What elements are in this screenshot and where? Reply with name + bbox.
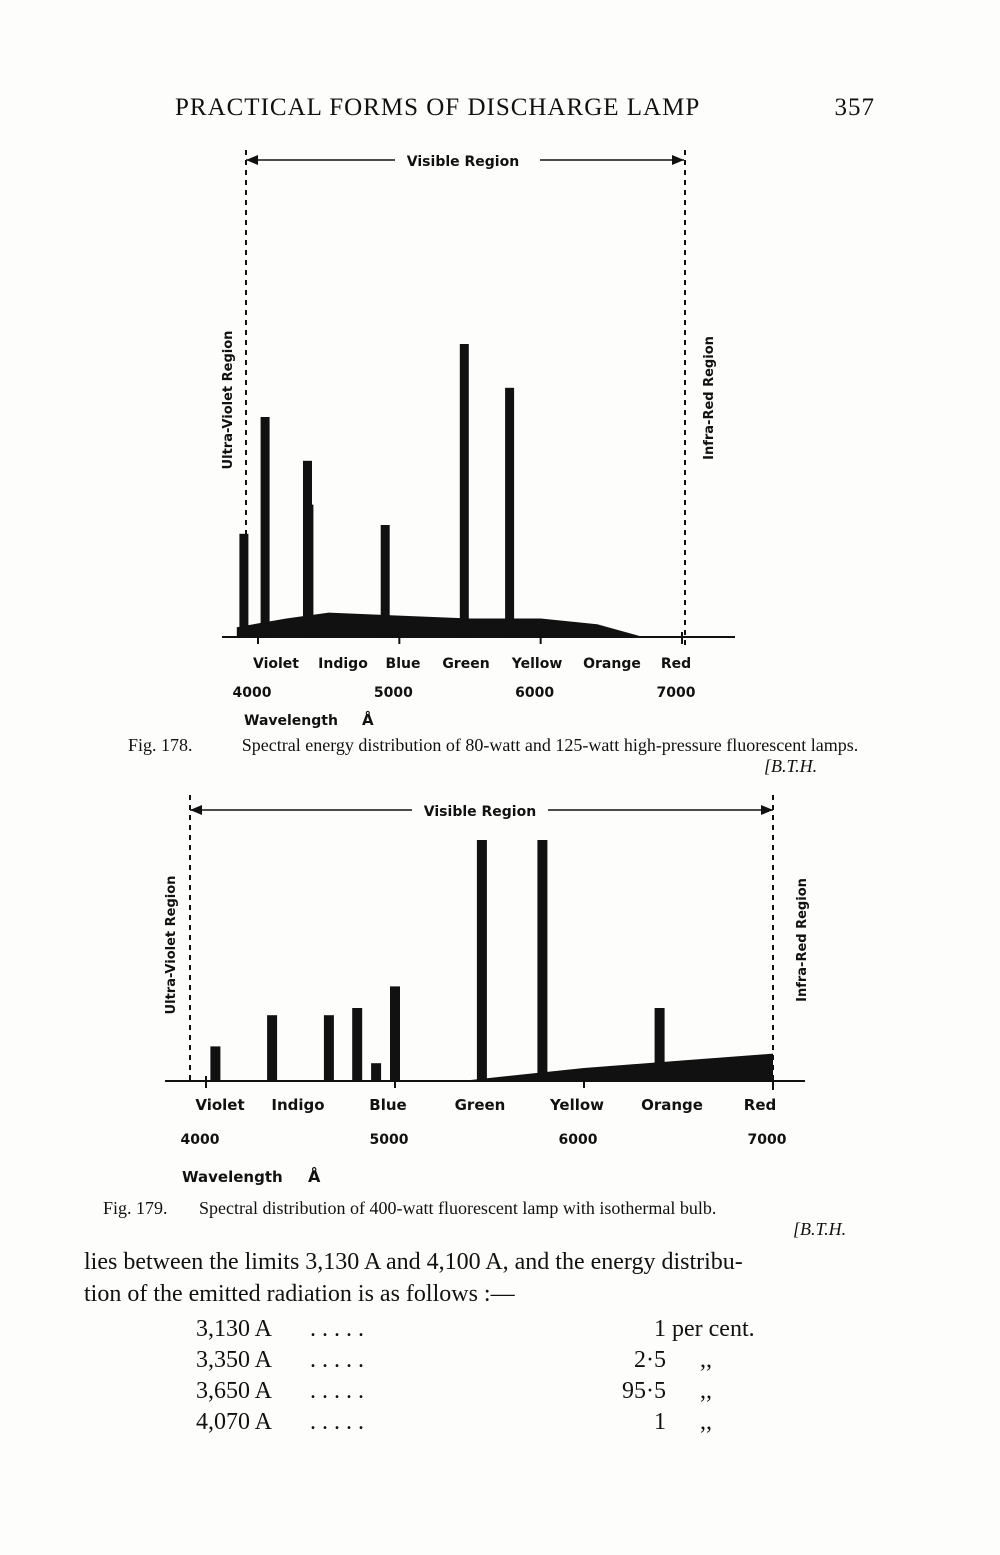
caption-body: Spectral distribution of 400-watt fluorescent lamp with isothermal bulb. — [199, 1198, 717, 1218]
wavelength-unit: Å — [362, 711, 374, 729]
spectral-line-bar — [460, 344, 469, 636]
row-value: 95·5 — [622, 1378, 666, 1404]
page-number: 357 — [834, 94, 875, 121]
row-unit: ,, — [700, 1378, 712, 1404]
x-tick-label: 7000 — [747, 1132, 787, 1148]
row-leader-dots: . . . . . — [310, 1409, 364, 1435]
spectral-line-bar — [267, 1015, 277, 1080]
spectral-line-bar — [261, 417, 270, 636]
row-unit: ,, — [700, 1347, 712, 1373]
spectral-line-bar — [239, 534, 248, 636]
visible-region-label: Visible Region — [406, 154, 520, 170]
paragraph-line-2: tion of the emitted radiation is as follows :— — [84, 1281, 515, 1307]
x-tick-label: 5000 — [373, 685, 413, 701]
row-value: 2·5 — [634, 1347, 666, 1373]
visible-region-label: Visible Region — [423, 804, 537, 820]
spectral-line-bar — [477, 840, 487, 1080]
spectral-line-bar — [537, 840, 547, 1080]
arrowhead-left — [190, 805, 202, 815]
ir-region-label: Infra-Red Region — [795, 878, 810, 1002]
table-row — [0, 1347, 1000, 1377]
x-tick-label: 6000 — [558, 1132, 598, 1148]
color-band-label: Green — [442, 656, 490, 672]
row-wavelength: 3,130 A — [196, 1316, 273, 1342]
running-head-title: PRACTICAL FORMS OF DISCHARGE LAMP — [175, 94, 701, 121]
color-band-label: Violet — [195, 1096, 245, 1114]
wavelength-unit: Å — [308, 1167, 321, 1186]
color-band-label: Green — [454, 1096, 506, 1114]
table-row — [0, 1316, 1000, 1346]
color-band-label: Yellow — [549, 1096, 605, 1114]
row-value: 1 — [654, 1316, 666, 1342]
caption-body: Spectral energy distribution of 80-watt and 125-watt high-pressure fluorescent lamps. — [241, 735, 859, 755]
spectral-line-bar — [371, 1063, 381, 1080]
caption-credit: [B.T.H. — [793, 1219, 847, 1239]
row-leader-dots: . . . . . — [310, 1316, 364, 1342]
arrowhead-right — [761, 805, 773, 815]
row-wavelength: 4,070 A — [196, 1409, 273, 1435]
row-wavelength: 3,650 A — [196, 1378, 273, 1404]
uv-region-label: Ultra-Violet Region — [221, 330, 236, 470]
spectral-line-bar — [390, 986, 400, 1080]
wavelength-label: Wavelength — [182, 1168, 283, 1186]
running-head — [175, 94, 875, 124]
color-band-label: Blue — [385, 656, 421, 672]
x-tick-label: 6000 — [515, 685, 555, 701]
color-band-label: Yellow — [511, 656, 563, 672]
uv-region-label: Ultra-Violet Region — [164, 875, 179, 1015]
color-band-label: Indigo — [318, 656, 368, 672]
x-tick-label: 4000 — [232, 685, 272, 701]
spectral-line-bar — [352, 1008, 362, 1080]
row-leader-dots: . . . . . — [310, 1378, 364, 1404]
caption-label: Fig. 178. — [128, 735, 193, 755]
spectral-line-bar — [655, 1008, 665, 1080]
spectral-line-bar — [210, 1046, 220, 1080]
row-unit: ,, — [700, 1409, 712, 1435]
row-leader-dots: . . . . . — [310, 1347, 364, 1373]
color-band-label: Violet — [253, 656, 299, 672]
spectral-line-bar — [304, 505, 313, 636]
x-tick-label: 4000 — [180, 1132, 220, 1148]
color-band-label: Red — [660, 656, 692, 672]
body-paragraph — [84, 1246, 914, 1310]
spectral-line-bar — [381, 525, 390, 636]
arrowhead-left — [246, 155, 258, 165]
caption-text — [240, 735, 860, 756]
color-band-label: Blue — [369, 1096, 407, 1114]
wavelength-label: Wavelength — [244, 713, 338, 729]
x-tick-label: 7000 — [656, 685, 696, 701]
continuum-area — [471, 1054, 773, 1080]
row-wavelength: 3,350 A — [196, 1347, 273, 1373]
caption-label: Fig. 179. — [103, 1198, 168, 1218]
spectral-line-bar — [505, 388, 514, 636]
paragraph-line-1: lies between the limits 3,130 A and 4,100 A, and the energy distribu- — [84, 1249, 743, 1275]
color-band-label: Red — [743, 1096, 777, 1114]
table-row — [0, 1409, 1000, 1439]
x-tick-label: 5000 — [369, 1132, 409, 1148]
color-band-label: Orange — [641, 1096, 703, 1114]
row-unit: per cent. — [672, 1316, 755, 1342]
table-row — [0, 1378, 1000, 1408]
spectral-line-bar — [303, 461, 312, 636]
ir-region-label: Infra-Red Region — [702, 336, 717, 460]
row-value: 1 — [654, 1409, 666, 1435]
color-band-label: Indigo — [271, 1096, 325, 1114]
spectral-line-bar — [324, 1015, 334, 1080]
continuum-area — [237, 613, 640, 636]
arrowhead-right — [672, 155, 684, 165]
caption-credit: [B.T.H. — [764, 756, 818, 776]
color-band-label: Orange — [583, 656, 641, 672]
